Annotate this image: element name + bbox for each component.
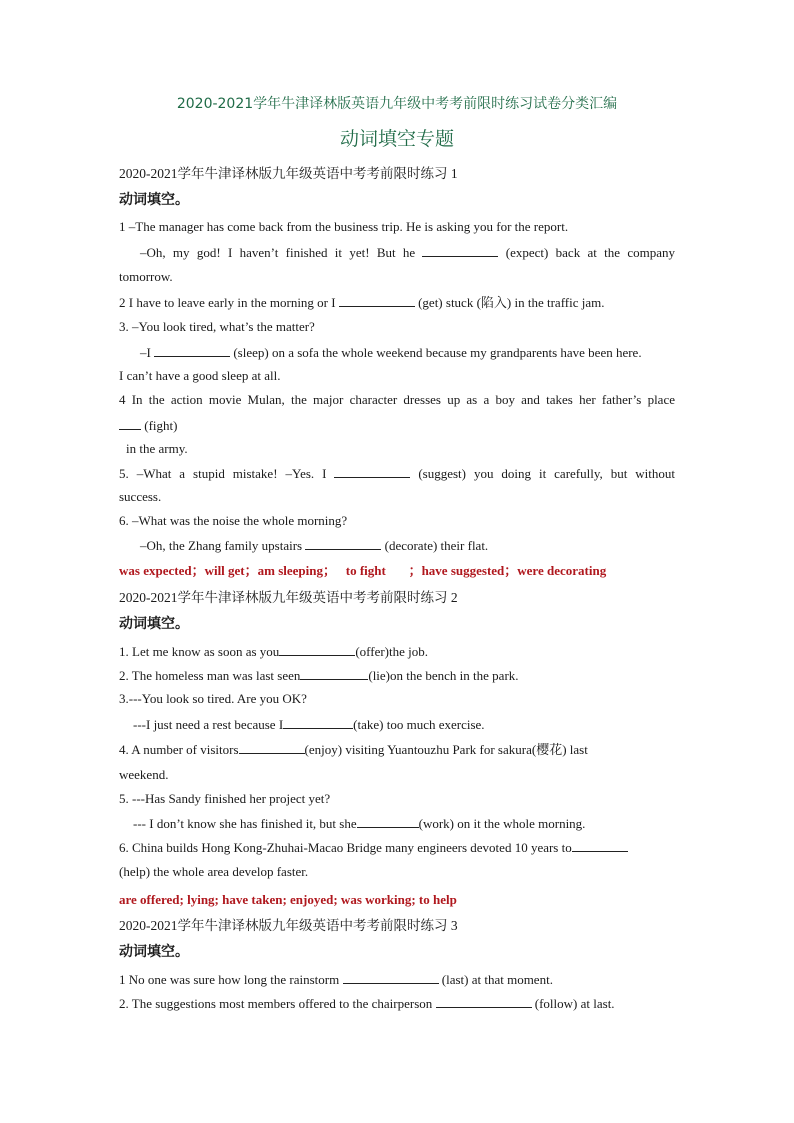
s2-q3-line2 — [133, 715, 485, 734]
s1-q6-text-pre: –Oh, the Zhang family upstairs — [140, 538, 303, 553]
s1-q4-line3: in the army. — [126, 441, 188, 456]
document-title: 2020-2021学年牛津译林版英语九年级中考考前限时练习试卷分类汇编 — [176, 96, 618, 112]
s1-q2 — [119, 293, 605, 312]
s2-q4-text-post: (enjoy) visiting Yuantouzhu Park for sakura(樱花) last — [304, 742, 588, 757]
s1-q3-line2 — [140, 343, 642, 362]
s2-q5-blank[interactable] — [357, 814, 419, 828]
s2-q4-blank[interactable] — [239, 740, 305, 754]
s1-q2-text-post: (get) stuck (陷入) in the traffic jam. — [418, 295, 605, 310]
section2-instruction: 动词填空。 — [119, 616, 189, 632]
s2-q3-text-post: (take) too much exercise. — [353, 717, 485, 732]
s1-q2-text-pre: 2 I have to leave early in the morning or I — [119, 295, 336, 310]
s2-q6-line1 — [119, 838, 628, 857]
s1-q4-line1: 4 In the action movie Mulan, the major character dresses up as a boy and takes her father’s place — [119, 392, 675, 407]
section1-answers: was expected；will get；am sleeping； to fight ；have suggested；were decorating — [119, 563, 607, 578]
s1-q1-blank[interactable] — [422, 243, 498, 257]
s2-q3-blank[interactable] — [283, 715, 353, 729]
s2-q4-line2: weekend. — [119, 767, 169, 782]
s3-q2-blank[interactable] — [436, 994, 532, 1008]
s2-q3-text-pre: ---I just need a rest because I — [133, 717, 284, 732]
s1-q4-line2 — [119, 416, 177, 435]
s3-q1-text-post: (last) at that moment. — [441, 972, 553, 987]
s1-q6-line1: 6. –What was the noise the whole morning? — [119, 513, 348, 528]
s2-q6-line2: (help) the whole area develop faster. — [119, 864, 309, 879]
section3-instruction: 动词填空。 — [119, 944, 189, 960]
s3-q2-text-post: (follow) at last. — [534, 996, 615, 1011]
s1-q4-blank[interactable] — [119, 416, 141, 430]
s2-q4-text-pre: 4. A number of visitors — [119, 742, 239, 757]
s3-q1 — [119, 970, 553, 989]
s2-q5-line1: 5. ---Has Sandy finished her project yet? — [119, 791, 331, 806]
s1-q5-line2: success. — [119, 489, 162, 504]
s1-q1-text-post: (expect) back at the company — [505, 245, 675, 260]
s1-q1-line2 — [140, 243, 675, 262]
s2-q1 — [119, 642, 428, 661]
s2-q1-text-post: (offer)the job. — [355, 644, 428, 659]
s3-q2 — [119, 994, 615, 1013]
s3-q1-text-pre: 1 No one was sure how long the rainstorm — [119, 972, 340, 987]
s1-q1-text-pre: –Oh, my god! I haven’t finished it yet! But he — [140, 245, 416, 260]
s2-q3-line1: 3.---You look so tired. Are you OK? — [119, 691, 307, 706]
s2-q2-text-post: (lie)on the bench in the park. — [368, 668, 519, 683]
s2-q1-blank[interactable] — [279, 642, 355, 656]
s2-q5-text-post: (work) on it the whole morning. — [418, 816, 586, 831]
s3-q2-text-pre: 2. The suggestions most members offered to the chairperson — [119, 996, 433, 1011]
s1-q5-text-post: (suggest) you doing it carefully, but without — [418, 466, 675, 481]
section1-title: 2020-2021学年牛津译林版九年级英语中考考前限时练习 1 — [119, 166, 458, 181]
s2-q5-text-pre: --- I don’t know she has finished it, but she — [133, 816, 357, 831]
section3-title: 2020-2021学年牛津译林版九年级英语中考考前限时练习 3 — [119, 918, 458, 933]
s1-q5-blank[interactable] — [334, 464, 410, 478]
s2-q6-text-pre: 6. China builds Hong Kong-Zhuhai-Macao Bridge many engineers devoted 10 years to — [119, 840, 572, 855]
s2-q2-text-pre: 2. The homeless man was last seen — [119, 668, 301, 683]
s1-q5-line1 — [119, 464, 675, 483]
section2-title: 2020-2021学年牛津译林版九年级英语中考考前限时练习 2 — [119, 590, 458, 605]
s3-q1-blank[interactable] — [343, 970, 439, 984]
s1-q1-line1: 1 –The manager has come back from the business trip. He is asking you for the report. — [119, 219, 569, 234]
section1-instruction: 动词填空。 — [119, 192, 189, 208]
s1-q6-line2 — [140, 536, 488, 555]
s1-q6-blank[interactable] — [305, 536, 381, 550]
s1-q2-blank[interactable] — [339, 293, 415, 307]
s2-q2-blank[interactable] — [300, 666, 368, 680]
s1-q3-text-pre: –I — [140, 345, 151, 360]
s1-q1-line3: tomorrow. — [119, 269, 173, 284]
s1-q4-text-post: (fight) — [144, 418, 178, 433]
s1-q3-blank[interactable] — [154, 343, 230, 357]
s1-q5-text-pre: 5. –What a stupid mistake! –Yes. I — [119, 466, 327, 481]
s1-q6-text-post: (decorate) their flat. — [384, 538, 489, 553]
document-subtitle: 动词填空专题 — [339, 128, 454, 150]
s1-q3-text-post: (sleep) on a sofa the whole weekend because my grandparents have been here. — [233, 345, 642, 360]
s1-q3-line3: I can’t have a good sleep at all. — [119, 368, 281, 383]
s1-q3-line1: 3. –You look tired, what’s the matter? — [119, 319, 315, 334]
s2-q5-line2 — [133, 814, 585, 833]
s2-q2 — [119, 666, 519, 685]
s2-q1-text-pre: 1. Let me know as soon as you — [119, 644, 280, 659]
s2-q4-line1 — [119, 740, 588, 759]
s2-q6-blank[interactable] — [572, 838, 628, 852]
section2-answers: are offered; lying; have taken; enjoyed; was working; to help — [119, 892, 457, 907]
